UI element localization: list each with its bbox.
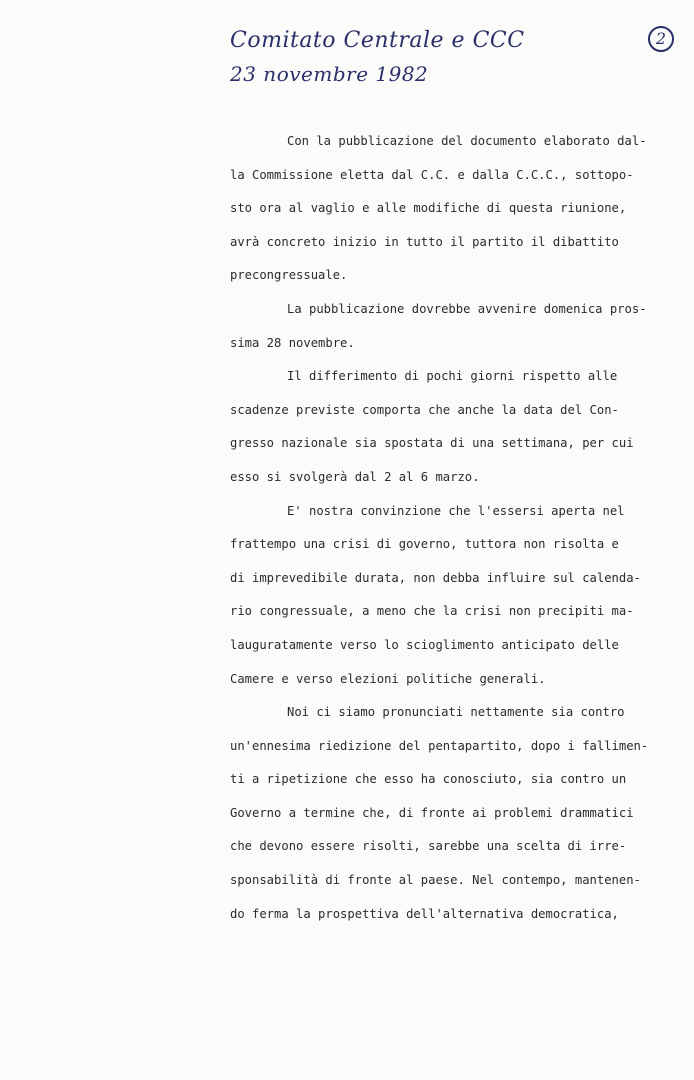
text-line: do ferma la prospettiva dell'alternativa democratica, xyxy=(230,906,619,921)
text-line: Camere e verso elezioni politiche generali. xyxy=(230,671,546,686)
handwritten-date: 23 novembre 1982 xyxy=(230,62,429,86)
text-line: avrà concreto inizio in tutto il partito il dibattito xyxy=(230,234,619,249)
text-line: Il differimento di pochi giorni rispetto alle xyxy=(287,369,618,384)
text-line: gresso nazionale sia spostata di una settimana, per cui xyxy=(230,436,634,451)
text-line: sima 28 novembre. xyxy=(230,335,355,350)
text-line: Governo a termine che, di fronte ai problemi drammatici xyxy=(230,805,634,820)
text-line: E' nostra convinzione che l'essersi aperta nel xyxy=(287,503,625,518)
text-line: un'ennesima riedizione del pentapartito, dopo i fallimen- xyxy=(230,738,649,753)
text-line: esso si svolgerà dal 2 al 6 marzo. xyxy=(230,469,480,484)
text-line: precongressuale. xyxy=(230,268,348,283)
text-line: sto ora al vaglio e alle modifiche di questa riunione, xyxy=(230,201,627,216)
typed-body-text xyxy=(230,125,649,931)
text-line: scadenze previste comporta che anche la data del Con- xyxy=(230,402,619,417)
text-line: la Commissione eletta dal C.C. e dalla C.C.C., sottopo- xyxy=(230,167,634,182)
text-line: rio congressuale, a meno che la crisi non precipiti ma- xyxy=(230,604,634,619)
text-line: sponsabilità di fronte al paese. Nel contempo, mantenen- xyxy=(230,873,641,888)
page-number-circle: 2 xyxy=(648,26,674,52)
text-line: Con la pubblicazione del documento elaborato dal- xyxy=(287,134,647,148)
text-line: ti a ripetizione che esso ha conosciuto, sia contro un xyxy=(230,772,627,787)
text-line: La pubblicazione dovrebbe avvenire domenica pros- xyxy=(287,301,647,316)
text-line: lauguratamente verso lo scioglimento anticipato delle xyxy=(230,637,619,652)
handwritten-title: Comitato Centrale e CCC xyxy=(230,28,525,53)
text-line: di imprevedibile durata, non debba influire sul calenda- xyxy=(230,570,641,585)
text-line: che devono essere risolti, sarebbe una scelta di irre- xyxy=(230,839,627,854)
text-line: Noi ci siamo pronunciati nettamente sia contro xyxy=(287,705,625,720)
text-line: frattempo una crisi di governo, tuttora non risolta e xyxy=(230,537,619,552)
